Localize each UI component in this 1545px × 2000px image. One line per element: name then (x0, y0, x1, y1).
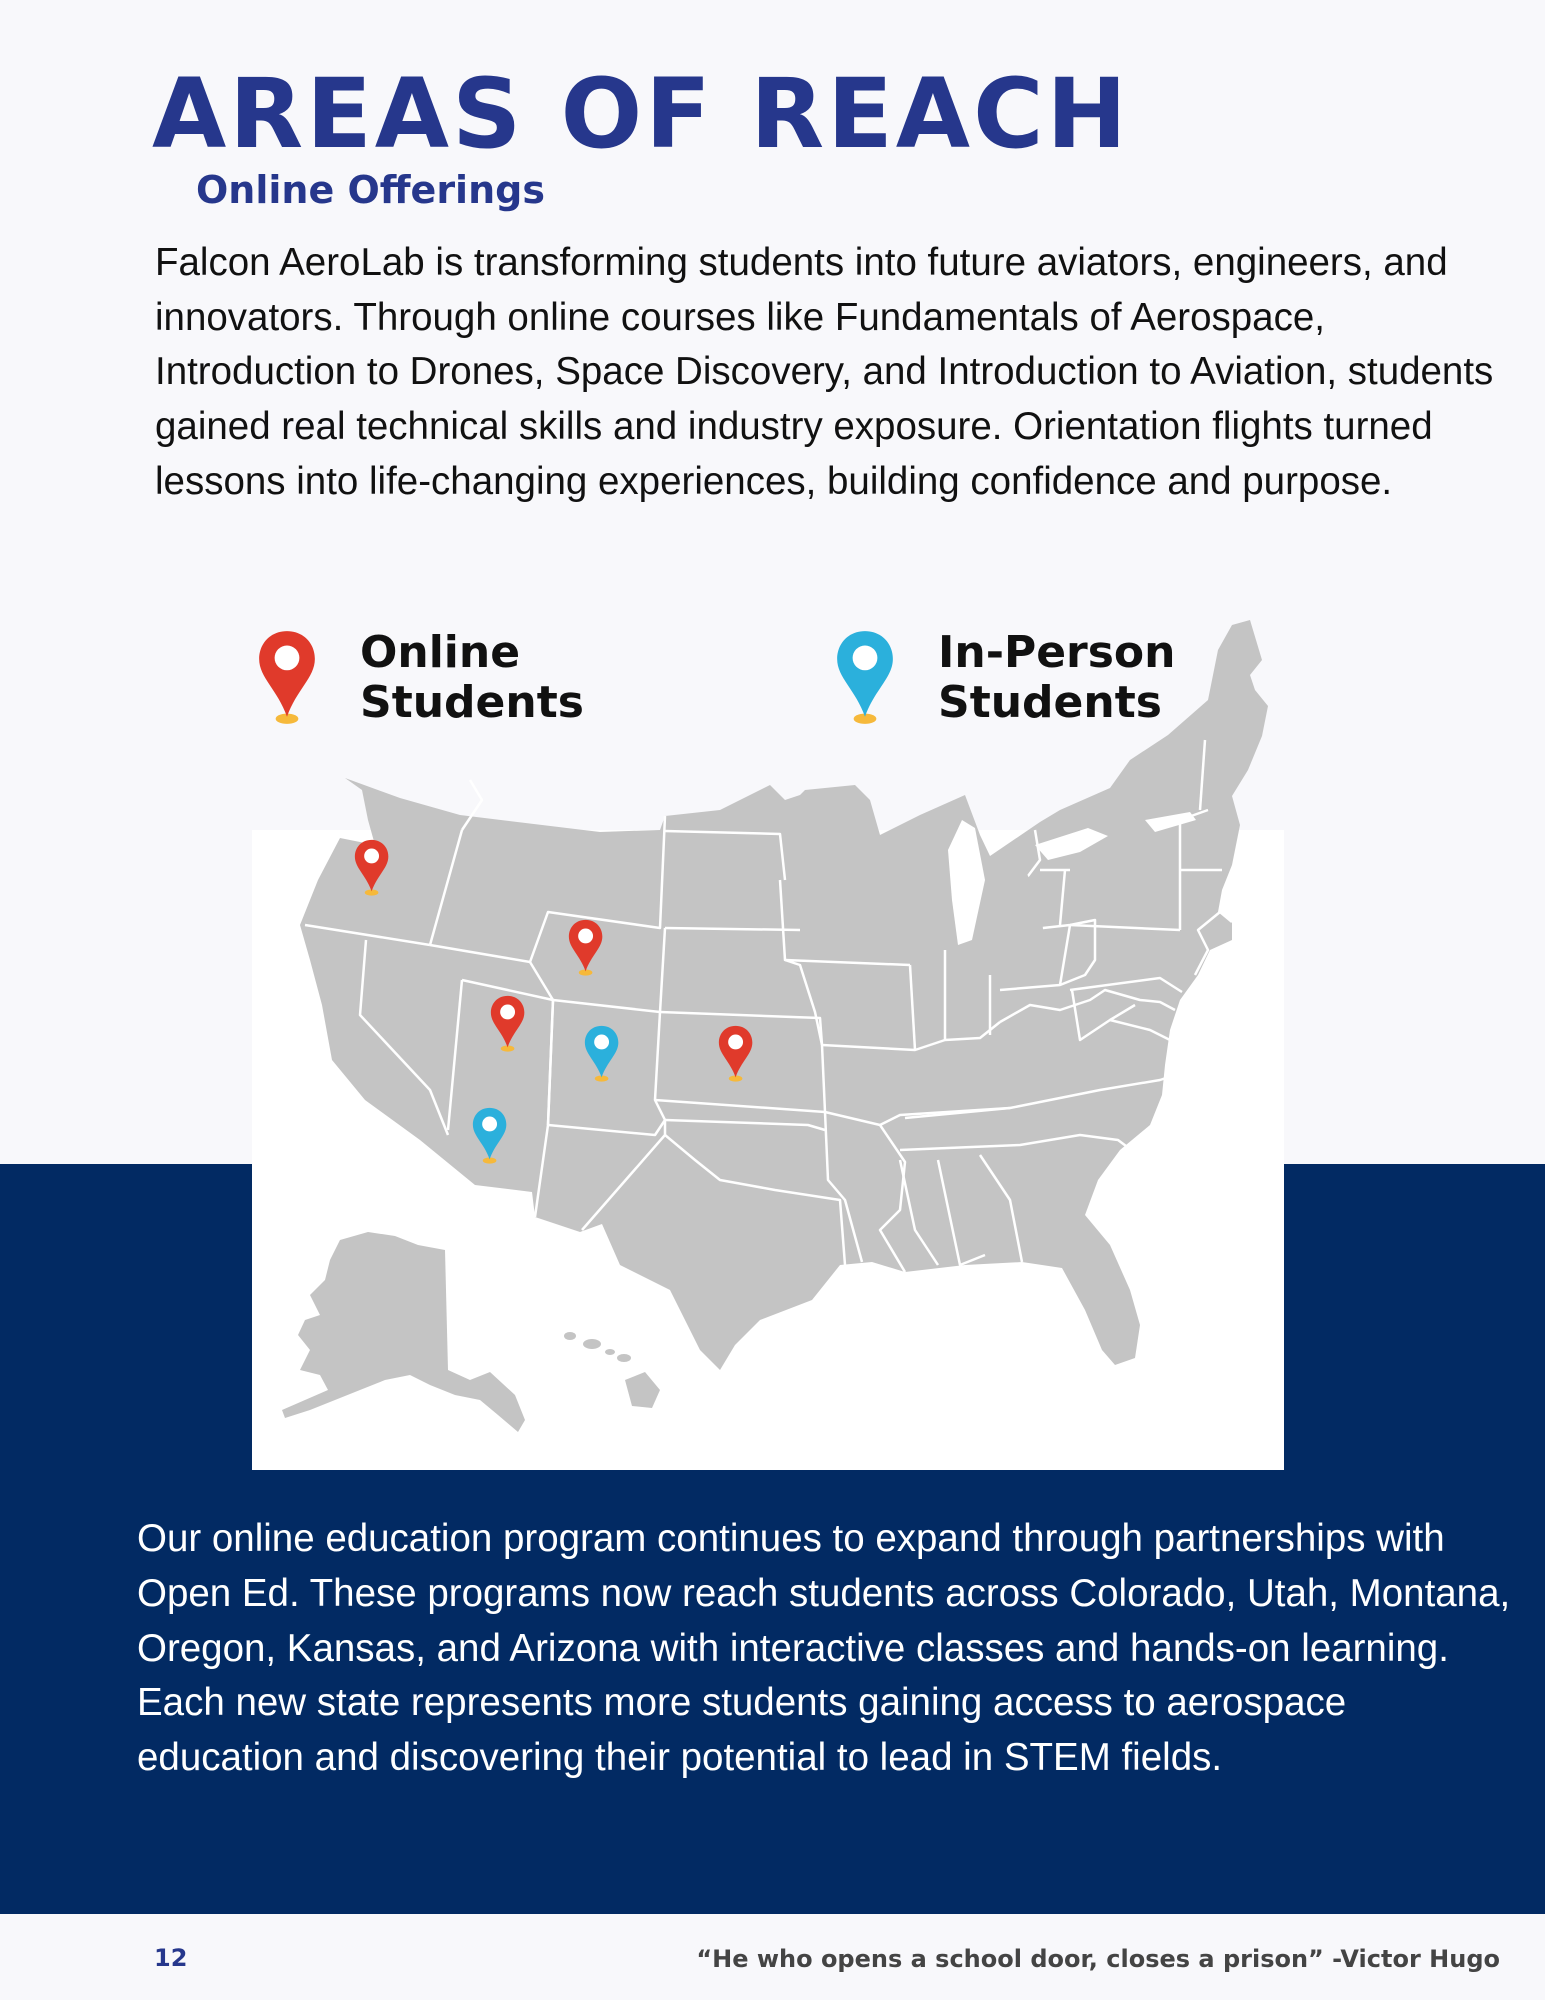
intro-paragraph: Falcon AeroLab is transforming students into future aviators, engineers, and innovators. Through online courses like Fundamentals of Aerospace, Introduction to Drones, Space Discovery, and Introduction to Aviation, students gained real technical skills and industry exposure. Orientation flights turned lessons into life-changing experiences, building confidence and purpose. (155, 241, 1494, 503)
legend-online-label: Online Students (360, 627, 584, 728)
hawaii-islands (564, 1332, 660, 1408)
legend-in-person-label: In-Person Students (938, 627, 1176, 728)
page-subtitle: Online Offerings (196, 168, 545, 212)
page-title: AREAS OF REACH (152, 58, 1130, 170)
alaska-shape (282, 1232, 525, 1432)
page-number: 12 (154, 1944, 188, 1972)
footer-quote: “He who opens a school door, closes a prison” -Victor Hugo (696, 1945, 1500, 1973)
program-paragraph: Our online education program continues to expand through partnerships with Open Ed. These programs now reach students across Colorado, Utah, Montana, Oregon, Kansas, and Arizona with interactive classes and hands-on learning. Each new state represents more students gaining access to aerospace education and discovering their potential to lead in STEM fields. (137, 1517, 1511, 1780)
